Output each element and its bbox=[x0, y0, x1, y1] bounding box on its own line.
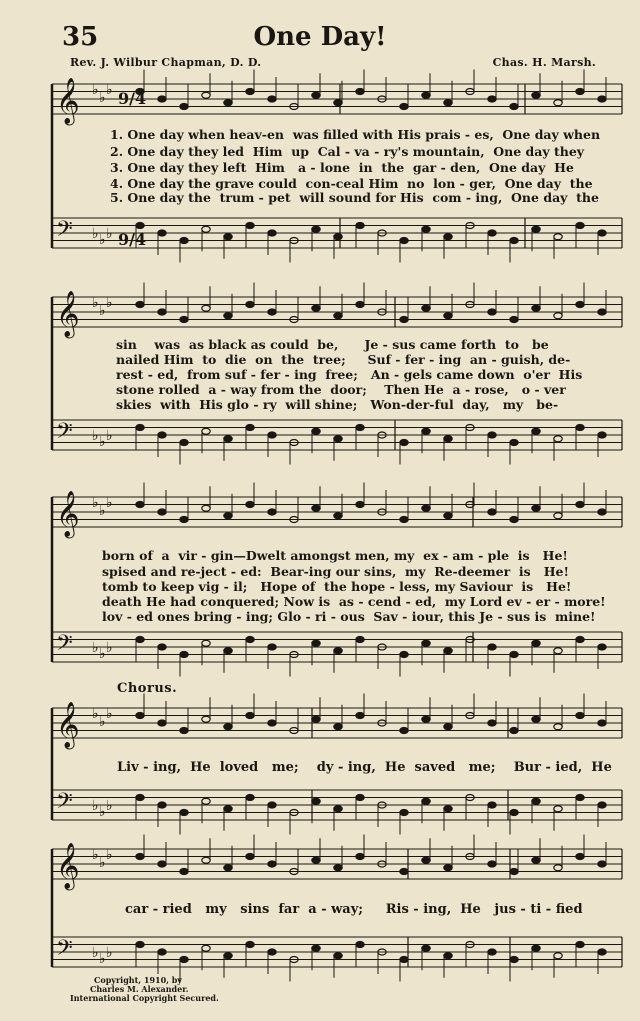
note-head bbox=[246, 223, 254, 229]
note-head bbox=[444, 724, 452, 730]
note-head bbox=[224, 100, 232, 106]
note-head bbox=[488, 432, 496, 438]
note-head bbox=[510, 728, 518, 734]
copyright-line-1: Copyright, 1910, by bbox=[94, 975, 182, 985]
note-head bbox=[598, 96, 606, 102]
note-head bbox=[356, 89, 364, 95]
note-head bbox=[444, 953, 452, 959]
note-head bbox=[554, 806, 562, 812]
note-head bbox=[158, 949, 166, 955]
flat-icon: ♭ bbox=[106, 945, 113, 961]
note-head bbox=[246, 89, 254, 95]
note-head bbox=[532, 798, 540, 804]
flat-icon: ♭ bbox=[99, 303, 106, 319]
note-head bbox=[202, 798, 210, 804]
note-head bbox=[400, 317, 408, 323]
flat-icon: ♭ bbox=[92, 640, 99, 656]
note-head bbox=[136, 302, 144, 308]
note-head bbox=[444, 436, 452, 442]
verse-1-line-2: sin was as black as could be, Je - sus came forth to be bbox=[116, 337, 549, 352]
note-head bbox=[488, 802, 496, 808]
note-head bbox=[312, 798, 320, 804]
flat-icon: ♭ bbox=[92, 495, 99, 511]
verse-3-line-1: 3. One day they left Him a - lone in the gar - den, One day He bbox=[110, 160, 574, 175]
note-head bbox=[334, 724, 342, 730]
flat-icon: ♭ bbox=[106, 226, 113, 242]
note-head bbox=[444, 234, 452, 240]
note-head bbox=[532, 226, 540, 232]
note-head bbox=[246, 942, 254, 948]
note-head bbox=[158, 230, 166, 236]
note-head bbox=[444, 100, 452, 106]
note-head bbox=[444, 648, 452, 654]
flat-icon: ♭ bbox=[106, 798, 113, 814]
note-head bbox=[576, 713, 584, 719]
note-head bbox=[202, 945, 210, 951]
note-head bbox=[422, 716, 430, 722]
note-head bbox=[224, 648, 232, 654]
page-number: 35 bbox=[62, 22, 99, 52]
note-head bbox=[180, 957, 188, 963]
note-head bbox=[268, 432, 276, 438]
note-head bbox=[334, 513, 342, 519]
note-head bbox=[268, 96, 276, 102]
note-head bbox=[180, 440, 188, 446]
note-head bbox=[356, 942, 364, 948]
note-head bbox=[532, 857, 540, 863]
note-head bbox=[356, 223, 364, 229]
flat-icon: ♭ bbox=[106, 82, 113, 98]
note-head bbox=[356, 854, 364, 860]
flat-icon: ♭ bbox=[92, 847, 99, 863]
note-head bbox=[510, 517, 518, 523]
note-head bbox=[202, 857, 210, 863]
verse-1-line-1: 1. One day when heav-en was filled with His prais - es, One day when bbox=[110, 127, 601, 142]
chorus-lyrics-line-2: car - ried my sins far a - way; Ris - ing, He jus - ti - fied bbox=[125, 902, 583, 917]
note-head bbox=[158, 802, 166, 808]
note-head bbox=[554, 865, 562, 871]
treble-clef-icon: 𝄞 bbox=[56, 702, 80, 748]
note-head bbox=[224, 313, 232, 319]
note-head bbox=[136, 795, 144, 801]
note-head bbox=[422, 305, 430, 311]
bass-clef-icon: 𝄢 bbox=[56, 419, 73, 449]
note-head bbox=[400, 104, 408, 110]
note-head bbox=[356, 713, 364, 719]
note-head bbox=[158, 309, 166, 315]
note-head bbox=[268, 802, 276, 808]
note-head bbox=[576, 223, 584, 229]
note-head bbox=[312, 640, 320, 646]
note-head bbox=[312, 428, 320, 434]
flat-icon: ♭ bbox=[99, 804, 106, 820]
note-head bbox=[268, 644, 276, 650]
note-head bbox=[312, 716, 320, 722]
flat-icon: ♭ bbox=[92, 82, 99, 98]
note-head bbox=[224, 953, 232, 959]
note-head bbox=[136, 854, 144, 860]
note-head bbox=[334, 806, 342, 812]
note-head bbox=[268, 309, 276, 315]
verse-5-line-2: skies with His glo - ry will shine; Won-der-ful day, my be- bbox=[116, 397, 559, 412]
note-head bbox=[532, 640, 540, 646]
note-head bbox=[554, 234, 562, 240]
bass-clef-icon: 𝄢 bbox=[56, 936, 73, 966]
note-head bbox=[488, 644, 496, 650]
note-head bbox=[598, 230, 606, 236]
bass-clef-icon: 𝄢 bbox=[56, 217, 73, 247]
note-head bbox=[180, 238, 188, 244]
note-head bbox=[576, 425, 584, 431]
note-head bbox=[400, 869, 408, 875]
verse-3-line-3: tomb to keep vig - il; Hope of the hope - less, my Saviour is He! bbox=[102, 579, 572, 594]
note-head bbox=[444, 313, 452, 319]
note-head bbox=[312, 305, 320, 311]
verse-4-line-1: 4. One day the grave could con-ceal Him no lon - ger, One day the bbox=[110, 176, 593, 191]
note-head bbox=[334, 100, 342, 106]
flat-icon: ♭ bbox=[92, 798, 99, 814]
note-head bbox=[576, 942, 584, 948]
note-head bbox=[334, 313, 342, 319]
note-head bbox=[268, 509, 276, 515]
note-head bbox=[268, 720, 276, 726]
note-head bbox=[598, 949, 606, 955]
note-head bbox=[510, 440, 518, 446]
flat-icon: ♭ bbox=[99, 90, 106, 106]
note-head bbox=[488, 309, 496, 315]
verse-5-line-1: 5. One day the trum - pet will sound for His com - ing, One day the bbox=[110, 190, 599, 205]
flat-icon: ♭ bbox=[106, 495, 113, 511]
treble-clef-icon: 𝄞 bbox=[56, 78, 80, 124]
bass-clef-icon: 𝄢 bbox=[56, 789, 73, 819]
verse-3-line-2: rest - ed, from suf - fer - ing free; An - gels came down o'er His bbox=[116, 367, 583, 382]
note-head bbox=[532, 305, 540, 311]
note-head bbox=[422, 945, 430, 951]
note-head bbox=[180, 652, 188, 658]
note-head bbox=[180, 317, 188, 323]
note-head bbox=[246, 425, 254, 431]
note-head bbox=[510, 104, 518, 110]
note-head bbox=[444, 806, 452, 812]
note-head bbox=[576, 89, 584, 95]
note-head bbox=[576, 795, 584, 801]
note-head bbox=[312, 92, 320, 98]
note-head bbox=[488, 230, 496, 236]
note-head bbox=[510, 957, 518, 963]
note-head bbox=[422, 226, 430, 232]
hymn-title: One Day! bbox=[253, 22, 387, 52]
note-head bbox=[158, 644, 166, 650]
flat-icon: ♭ bbox=[92, 428, 99, 444]
note-head bbox=[554, 724, 562, 730]
note-head bbox=[180, 728, 188, 734]
note-head bbox=[532, 428, 540, 434]
note-head bbox=[158, 509, 166, 515]
time-signature-bass: 9/4 bbox=[118, 230, 147, 249]
note-head bbox=[576, 637, 584, 643]
note-head bbox=[488, 861, 496, 867]
note-head bbox=[334, 436, 342, 442]
note-head bbox=[246, 854, 254, 860]
note-head bbox=[312, 857, 320, 863]
flat-icon: ♭ bbox=[99, 855, 106, 871]
note-head bbox=[224, 234, 232, 240]
flat-icon: ♭ bbox=[106, 640, 113, 656]
flat-icon: ♭ bbox=[92, 226, 99, 242]
note-head bbox=[246, 502, 254, 508]
note-head bbox=[268, 949, 276, 955]
note-head bbox=[554, 100, 562, 106]
verse-1-line-3: born of a vir - gin—Dwelt amongst men, my ex - am - ple is He! bbox=[102, 548, 568, 563]
note-head bbox=[224, 806, 232, 812]
note-head bbox=[224, 513, 232, 519]
note-head bbox=[488, 96, 496, 102]
note-head bbox=[554, 436, 562, 442]
chorus-label: Chorus. bbox=[117, 681, 178, 696]
flat-icon: ♭ bbox=[106, 847, 113, 863]
note-head bbox=[268, 861, 276, 867]
note-head bbox=[422, 505, 430, 511]
note-head bbox=[576, 502, 584, 508]
note-head bbox=[488, 509, 496, 515]
note-head bbox=[598, 644, 606, 650]
note-head bbox=[532, 716, 540, 722]
verse-5-line-3: lov - ed ones bring - ing; Glo - ri - ous Sav - iour, this Je - sus is mine! bbox=[102, 609, 596, 624]
note-head bbox=[422, 640, 430, 646]
treble-clef-icon: 𝄞 bbox=[56, 843, 80, 889]
flat-icon: ♭ bbox=[106, 428, 113, 444]
note-head bbox=[202, 428, 210, 434]
author-credit: Rev. J. Wilbur Chapman, D. D. bbox=[70, 56, 262, 69]
note-head bbox=[334, 648, 342, 654]
note-head bbox=[246, 713, 254, 719]
note-head bbox=[510, 238, 518, 244]
flat-icon: ♭ bbox=[99, 434, 106, 450]
flat-icon: ♭ bbox=[99, 951, 106, 967]
note-head bbox=[334, 234, 342, 240]
note-head bbox=[510, 317, 518, 323]
note-head bbox=[158, 720, 166, 726]
note-head bbox=[246, 302, 254, 308]
time-signature-treble: 9/4 bbox=[118, 89, 147, 108]
note-head bbox=[598, 509, 606, 515]
note-head bbox=[356, 637, 364, 643]
note-head bbox=[202, 305, 210, 311]
note-head bbox=[136, 637, 144, 643]
composer-credit: Chas. H. Marsh. bbox=[492, 56, 596, 69]
note-head bbox=[532, 92, 540, 98]
verse-4-line-2: stone rolled a - way from the door; Then He a - rose, o - ver bbox=[116, 382, 566, 397]
verse-2-line-3: spised and re-ject - ed: Bear-ing our sins, my Re-deemer is He! bbox=[102, 564, 569, 579]
note-head bbox=[312, 226, 320, 232]
note-head bbox=[400, 517, 408, 523]
note-head bbox=[202, 226, 210, 232]
chorus-lyrics-line-1: Liv - ing, He loved me; dy - ing, He saved me; Bur - ied, He bbox=[117, 760, 612, 775]
note-head bbox=[422, 857, 430, 863]
treble-clef-icon: 𝄞 bbox=[56, 491, 80, 537]
note-head bbox=[532, 505, 540, 511]
note-head bbox=[158, 861, 166, 867]
note-head bbox=[180, 869, 188, 875]
note-head bbox=[334, 953, 342, 959]
flat-icon: ♭ bbox=[92, 945, 99, 961]
flat-icon: ♭ bbox=[99, 503, 106, 519]
note-head bbox=[400, 440, 408, 446]
note-head bbox=[246, 795, 254, 801]
note-head bbox=[158, 432, 166, 438]
note-head bbox=[422, 798, 430, 804]
bass-clef-icon: 𝄢 bbox=[56, 631, 73, 661]
note-head bbox=[576, 854, 584, 860]
note-head bbox=[180, 517, 188, 523]
note-head bbox=[136, 942, 144, 948]
note-head bbox=[312, 505, 320, 511]
note-head bbox=[554, 953, 562, 959]
note-head bbox=[422, 92, 430, 98]
note-head bbox=[334, 865, 342, 871]
note-head bbox=[510, 810, 518, 816]
note-head bbox=[224, 436, 232, 442]
note-head bbox=[136, 223, 144, 229]
note-head bbox=[400, 810, 408, 816]
note-head bbox=[554, 513, 562, 519]
note-head bbox=[400, 652, 408, 658]
note-head bbox=[356, 795, 364, 801]
note-head bbox=[510, 869, 518, 875]
note-head bbox=[576, 302, 584, 308]
note-head bbox=[202, 716, 210, 722]
note-head bbox=[598, 802, 606, 808]
flat-icon: ♭ bbox=[92, 706, 99, 722]
flat-icon: ♭ bbox=[106, 295, 113, 311]
note-head bbox=[554, 313, 562, 319]
note-head bbox=[136, 502, 144, 508]
flat-icon: ♭ bbox=[99, 232, 106, 248]
flat-icon: ♭ bbox=[106, 706, 113, 722]
note-head bbox=[598, 309, 606, 315]
note-head bbox=[136, 425, 144, 431]
note-head bbox=[136, 713, 144, 719]
note-head bbox=[356, 302, 364, 308]
note-head bbox=[180, 104, 188, 110]
note-head bbox=[598, 861, 606, 867]
note-head bbox=[202, 505, 210, 511]
note-head bbox=[246, 637, 254, 643]
note-head bbox=[444, 513, 452, 519]
note-head bbox=[356, 425, 364, 431]
note-head bbox=[224, 724, 232, 730]
note-head bbox=[224, 865, 232, 871]
note-head bbox=[510, 652, 518, 658]
note-head bbox=[400, 238, 408, 244]
flat-icon: ♭ bbox=[92, 295, 99, 311]
note-head bbox=[422, 428, 430, 434]
flat-icon: ♭ bbox=[99, 714, 106, 730]
note-head bbox=[180, 810, 188, 816]
note-head bbox=[400, 728, 408, 734]
note-head bbox=[554, 648, 562, 654]
verse-4-line-3: death He had conquered; Now is as - cend - ed, my Lord ev - er - more! bbox=[102, 594, 606, 609]
note-head bbox=[400, 957, 408, 963]
copyright-notice bbox=[70, 976, 219, 1003]
note-head bbox=[202, 640, 210, 646]
copyright-line-2: Charles M. Alexander. bbox=[90, 984, 189, 994]
flat-icon: ♭ bbox=[99, 646, 106, 662]
note-head bbox=[488, 720, 496, 726]
verse-2-line-2: nailed Him to die on the tree; Suf - fer - ing an - guish, de- bbox=[116, 352, 571, 367]
note-head bbox=[444, 865, 452, 871]
verse-2-line-1: 2. One day they led Him up Cal - va - ry's mountain, One day they bbox=[110, 144, 585, 159]
note-head bbox=[356, 502, 364, 508]
note-head bbox=[488, 949, 496, 955]
copyright-line-3: International Copyright Secured. bbox=[70, 993, 219, 1003]
note-head bbox=[158, 96, 166, 102]
note-head bbox=[598, 432, 606, 438]
note-head bbox=[312, 945, 320, 951]
note-head bbox=[268, 230, 276, 236]
treble-clef-icon: 𝄞 bbox=[56, 291, 80, 337]
note-head bbox=[532, 945, 540, 951]
note-head bbox=[598, 720, 606, 726]
note-head bbox=[202, 92, 210, 98]
